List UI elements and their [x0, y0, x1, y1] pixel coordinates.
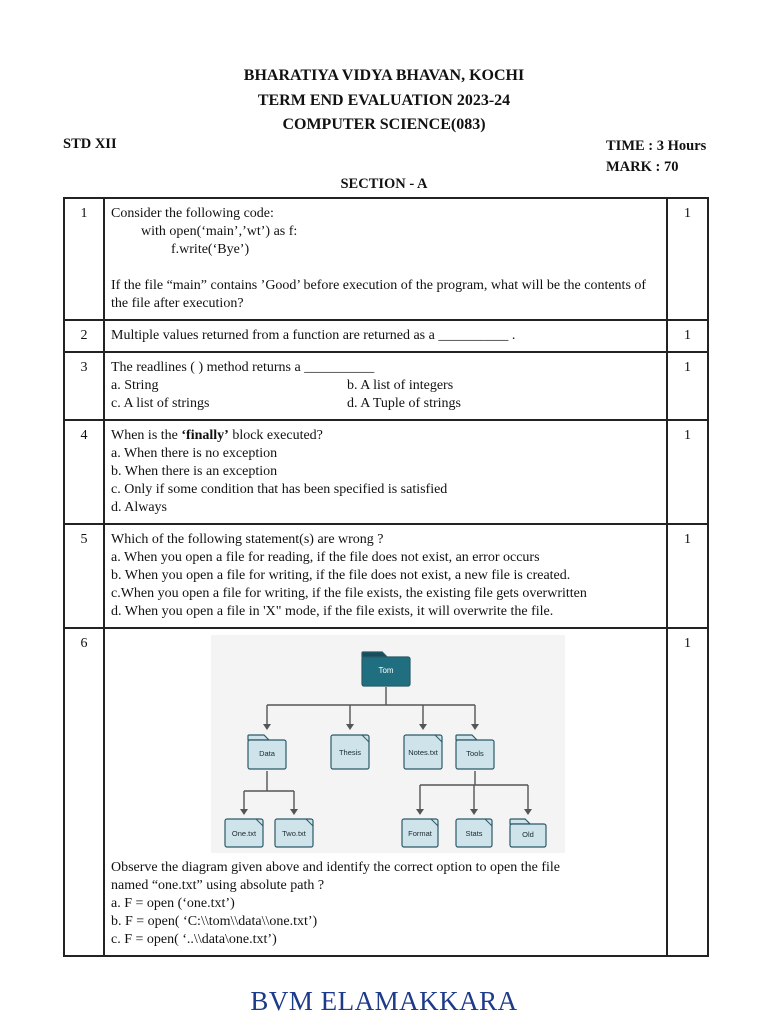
- option-b: b. A list of integers: [347, 378, 454, 393]
- question-text: The readlines ( ) method returns a __________: [111, 360, 375, 375]
- file-icon-thesis: [331, 735, 369, 769]
- question-body: [104, 320, 667, 352]
- svg-text:Stats: Stats: [465, 829, 483, 838]
- question-number: 4: [64, 420, 104, 524]
- exam-title: TERM END EVALUATION 2023-24: [257, 91, 511, 109]
- question-row: [64, 420, 708, 524]
- question-table: [63, 197, 709, 957]
- svg-text:Format: Format: [408, 829, 432, 838]
- footer-watermark: BVM ELAMAKKARA: [250, 986, 518, 1016]
- time-label: TIME : 3 Hours: [606, 138, 707, 154]
- option-d: d. A Tuple of strings: [347, 396, 461, 411]
- subject-title: COMPUTER SCIENCE(083): [282, 116, 486, 133]
- mark-label: MARK : 70: [606, 159, 679, 175]
- question-text: Which of the following statement(s) are wrong ?: [111, 532, 384, 547]
- question-mark: 1: [667, 524, 708, 628]
- folder-icon-tools: [456, 735, 494, 769]
- folder-icon-tom: [362, 652, 410, 686]
- arrow-head: [290, 809, 298, 815]
- svg-text:Notes.txt: Notes.txt: [408, 748, 438, 757]
- question-body: [104, 198, 667, 320]
- folder-icon-data: [248, 735, 286, 769]
- directory-tree-diagram: [211, 635, 565, 853]
- arrow-head: [524, 809, 532, 815]
- question-number: 1: [64, 198, 104, 320]
- question-number: 2: [64, 320, 104, 352]
- question-text: named “one.txt” using absolute path ?: [111, 878, 325, 893]
- option-b: b. When you open a file for writing, if the file does not exist, a new file is created.: [111, 568, 571, 583]
- option-c: c.When you open a file for writing, if the file exists, the existing file gets overwritten: [111, 586, 587, 601]
- option-a: a. When there is no exception: [111, 446, 278, 461]
- question-row: [64, 352, 708, 420]
- arrow-head: [263, 724, 271, 730]
- svg-text:Data: Data: [259, 749, 275, 758]
- option-a: a. String: [111, 378, 159, 393]
- arrow-head: [470, 809, 478, 815]
- code-line: with open(‘main’,’wt’) as f:: [141, 224, 298, 239]
- question-body: [104, 524, 667, 628]
- file-icon-stats: [456, 819, 492, 847]
- question-text: When is the ‘finally’ block executed?: [111, 428, 323, 443]
- question-number: 3: [64, 352, 104, 420]
- option-a: a. F = open (‘one.txt’): [111, 896, 235, 911]
- code-line: f.write(‘Bye’): [171, 242, 250, 257]
- file-icon-two-txt: [275, 819, 313, 847]
- keyword-finally: ‘finally’: [181, 428, 229, 443]
- question-mark: 1: [667, 198, 708, 320]
- question-mark: 1: [667, 320, 708, 352]
- page-header: [0, 64, 768, 138]
- option-d: d. Always: [111, 500, 167, 515]
- question-number: 6: [64, 628, 104, 956]
- question-text: Consider the following code:: [111, 206, 274, 221]
- directory-tree-svg: [211, 635, 565, 853]
- svg-text:Thesis: Thesis: [338, 748, 362, 757]
- file-icon-format: [402, 819, 438, 847]
- option-a: a. When you open a file for reading, if the file does not exist, an error occurs: [111, 550, 540, 565]
- question-body: [104, 352, 667, 420]
- question-mark: 1: [667, 628, 708, 956]
- question-number: 5: [64, 524, 104, 628]
- section-title: SECTION - A: [340, 176, 428, 192]
- question-body: [104, 420, 667, 524]
- svg-text:Two.txt: Two.txt: [282, 829, 306, 838]
- question-row: [64, 320, 708, 352]
- arrow-head: [471, 724, 479, 730]
- question-text: Observe the diagram given above and identify the correct option to open the file: [111, 860, 561, 875]
- arrow-head: [346, 724, 354, 730]
- option-b: b. When there is an exception: [111, 464, 278, 479]
- svg-text:Old: Old: [522, 830, 534, 839]
- option-b: b. F = open( ‘C:\\tom\\data\\one.txt’): [111, 914, 318, 929]
- question-text: If the file “main” contains ’Good’ before execution of the program, what will be the contents of the file after execution?: [111, 278, 647, 311]
- question-text: Multiple values returned from a function are returned as a __________ .: [111, 328, 516, 343]
- option-d: d. When you open a file in 'X" mode, if the file exists, it will overwrite the file.: [111, 604, 554, 619]
- question-row: [64, 198, 708, 320]
- question-mark: 1: [667, 420, 708, 524]
- option-c: c. A list of strings: [111, 396, 210, 411]
- folder-icon-old: [510, 819, 546, 847]
- svg-text:One.txt: One.txt: [231, 829, 257, 838]
- arrow-head: [240, 809, 248, 815]
- question-row: [64, 524, 708, 628]
- file-icon-notes-txt: [404, 735, 442, 769]
- file-icon-one-txt: [225, 819, 263, 847]
- svg-text:Tom: Tom: [378, 666, 394, 675]
- question-row: [64, 628, 708, 956]
- question-mark: 1: [667, 352, 708, 420]
- arrow-head: [419, 724, 427, 730]
- school-name: BHARATIYA VIDYA BHAVAN, KOCHI: [243, 67, 525, 84]
- option-c: c. F = open( ‘..\\data\one.txt’): [111, 932, 277, 947]
- time-mark-block: [606, 136, 706, 178]
- option-c: c. Only if some condition that has been specified is satisfied: [111, 482, 448, 497]
- question-body: [104, 628, 667, 956]
- svg-text:Tools: Tools: [466, 749, 484, 758]
- std-label: STD XII: [63, 136, 117, 152]
- arrow-head: [416, 809, 424, 815]
- option-grid: [111, 377, 660, 413]
